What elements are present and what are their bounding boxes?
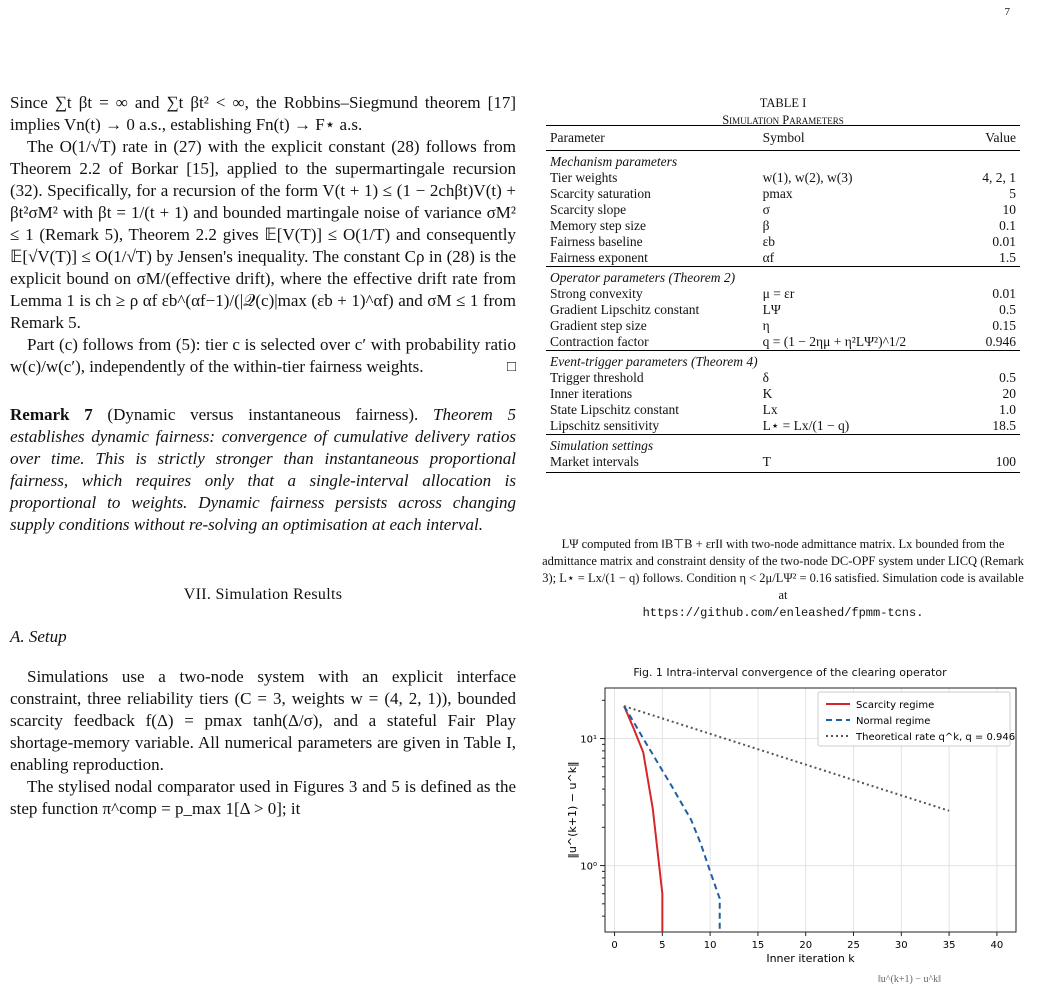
table-cell-value: 10 [1002, 202, 1016, 217]
table-cell-parameter: Memory step size [550, 218, 646, 233]
table-row [546, 218, 1020, 234]
table-cell-parameter: Gradient Lipschitz constant [550, 302, 700, 317]
remark-7 [10, 404, 516, 536]
table-cell-value: 0.5 [999, 370, 1016, 385]
table-caption-number: TABLE I [759, 96, 807, 110]
table-group-row [546, 351, 1020, 371]
table-group-title: Simulation settings [546, 435, 1020, 455]
table-header-cell: Symbol [759, 126, 964, 151]
x-tick-label: 40 [990, 940, 1004, 951]
x-axis-label: Inner iteration k [766, 952, 855, 965]
table-cell-symbol: T [759, 454, 964, 473]
page-number: 7 [1004, 6, 1010, 18]
table-cell-parameter: Trigger threshold [550, 370, 644, 385]
x-tick-label: 30 [894, 940, 908, 951]
table-row [546, 202, 1020, 218]
figure-title: Fig. 1 Intra-interval convergence of the clearing operator [633, 666, 947, 679]
table-row [546, 234, 1020, 250]
table-row [546, 186, 1020, 202]
x-tick-label: 0 [611, 940, 618, 951]
table-cell-parameter: Fairness baseline [550, 234, 643, 249]
remark-body: Theorem 5 establishes dynamic fairness: convergence of cumulative delivery ratios over time. This is strictly stronger than instantaneous proportional fairness, which requires only that a single-interval allocation is proportional to weights. Dynamic fairness persists across changing supply conditions without re-solving an optimisation at each interval. [10, 405, 517, 534]
table-cell-parameter: Tier weights [550, 170, 618, 185]
table-cell-symbol: εb [762, 234, 775, 249]
table-row [546, 334, 1020, 351]
table-cell-value: 18.5 [992, 418, 1016, 433]
table-row [546, 170, 1020, 186]
table-cell-parameter: Lipschitz sensitivity [550, 418, 660, 433]
table-cell-symbol: pmax [762, 186, 793, 201]
table-cell-value: 4, 2, 1 [982, 170, 1016, 185]
y-axis-label: ‖u^(k+1) − u^k‖ [566, 761, 579, 859]
table-cell-value: 0.946 [985, 334, 1016, 349]
x-tick-label: 10 [703, 940, 717, 951]
parameters-table [546, 125, 1020, 473]
remark-title: (Dynamic versus instantaneous fairness). [92, 405, 433, 424]
paragraph-setup: Simulations use a two-node system with an explicit interface constraint, three reliability tiers (C = 3, weights w = (4, 2, 1)), bounded scarcity feedback f(Δ) = pmax tanh(Δ/σ), and a stateful Fair Play shortage-memory variable. All numerical parameters are given in Table I, enabling reproduction. [10, 667, 516, 774]
table-cell-symbol: K [762, 386, 773, 401]
table-cell-symbol: w(1), w(2), w(3) [762, 170, 853, 185]
table-cell-symbol: L⋆ = Lx/(1 − q) [762, 418, 850, 433]
x-tick-label: 15 [751, 940, 765, 951]
paragraph-rate: The O(1/√T) rate in (27) with the explicit constant (28) follows from Theorem 2.2 of Borkar [15], applied to the supermartingale recursion (32). Specifically, for a recursion of the form V(t + 1) ≤ (1 − 2chβt)V(t) + βt²σM² with βt = 1/(t + 1) and bounded martingale noise of variance σM² ≤ 1 (Remark 5), Theorem 2.2 gives 𝔼[V(T)] ≤ O(1/T) and consequently 𝔼[√V(T)] ≤ O(1/√T) by Jensen's inequality. The constant Cρ in (28) is the explicit bound on σM/(effective drift), where the effective drift rate from Lemma 1 is ch ≥ ρ αf εb^(αf−1)/(|𝒬(c)|max (εb + 1)^αf) and σM ≤ 1 from Remark 5. [10, 137, 516, 332]
table-cell-value: 5 [1009, 186, 1016, 201]
table-cell-symbol: β [762, 218, 770, 233]
table-cell-parameter: Market intervals [546, 454, 759, 473]
table-header-cell: Value [964, 126, 1020, 151]
table-cell-symbol: δ [762, 370, 769, 385]
table-cell-parameter: Inner iterations [550, 386, 633, 401]
convergence-chart [560, 680, 1020, 986]
table-row [546, 454, 1020, 473]
table-group-row [546, 267, 1020, 287]
left-column [10, 92, 516, 820]
table-row [546, 370, 1020, 386]
code-url[interactable]: https://github.com/enleashed/fpmm-tcns. [642, 606, 924, 620]
table-group-row [546, 151, 1020, 171]
y-tick-label: 10⁰ [580, 861, 597, 873]
series-line-1 [624, 706, 662, 932]
table-cell-parameter: Fairness exponent [550, 250, 648, 265]
table-cell-parameter: Scarcity slope [550, 202, 627, 217]
table-header-cell: Parameter [546, 126, 759, 151]
y-tick-label: 10¹ [580, 734, 597, 746]
table-cell-value: 0.15 [992, 318, 1016, 333]
table-group-title: Mechanism parameters [550, 154, 678, 169]
table-caption-title: Simulation Parameters [722, 113, 844, 127]
table-cell-parameter: Scarcity saturation [550, 186, 651, 201]
table-cell-symbol: Lx [762, 402, 778, 417]
table-group-row [546, 435, 1020, 455]
qed-symbol: □ [506, 359, 516, 375]
paragraph-part-c: Part (c) follows from (5): tier c is selected over c′ with probability ratio w(c)/w(c′), independently of the within-tier fairness weights. □ [10, 335, 516, 376]
table-group-title: Operator parameters (Theorem 2) [546, 267, 1020, 287]
legend-label: Scarcity regime [856, 700, 935, 711]
table-header-row [546, 126, 1020, 151]
remark-label: Remark 7 [10, 405, 93, 424]
table-group-title: Event-trigger parameters (Theorem 4) [546, 351, 1020, 371]
table-cell-symbol: μ = εr [762, 286, 795, 301]
table-cell-symbol: σ [762, 202, 770, 217]
table-cell-value: 1.5 [999, 250, 1016, 265]
table-cell-value: 100 [964, 454, 1020, 473]
x-tick-label: 25 [847, 940, 860, 951]
table-cell-parameter: State Lipschitz constant [550, 402, 679, 417]
table-row [546, 250, 1020, 267]
table-row [546, 386, 1020, 402]
table-cell-value: 0.01 [992, 234, 1016, 249]
table-cell-value: 1.0 [999, 402, 1016, 417]
table-cell-value: 20 [1002, 386, 1016, 401]
table-note: LΨ computed from ‖B⊤B + εrI‖ with two-node admittance matrix. Lx bounded from the admittance matrix and constraint density of the two-node DC-OPF system under LICQ (Remark 3); L⋆ = Lx/(1 − q) follows. Condition η < 2μ/LΨ² = 0.16 satisfied. Simulation code is available at https://github.com/enleashed/fpmm-tcns. [542, 537, 1024, 620]
x-tick-label: 20 [799, 940, 813, 951]
table-row [546, 302, 1020, 318]
table-cell-symbol: LΨ [762, 302, 781, 317]
x-tick-label: 5 [659, 940, 666, 951]
table-cell-symbol: αf [762, 250, 775, 265]
table-row [546, 318, 1020, 334]
legend-label: Theoretical rate q^k, q = 0.946 [856, 732, 1016, 743]
subsection-heading: A. Setup [10, 627, 67, 646]
table-cell-symbol: q = (1 − 2ημ + η²LΨ²)^1/2 [762, 334, 907, 349]
table-row [546, 418, 1020, 435]
table-cell-value: 0.01 [992, 286, 1016, 301]
table-cell-value: 0.1 [999, 218, 1016, 233]
table-cell-parameter: Gradient step size [550, 318, 647, 333]
legend-label: Normal regime [856, 716, 931, 727]
table-row [546, 286, 1020, 302]
table-row [546, 402, 1020, 418]
paragraph-comparator: The stylised nodal comparator used in Figures 3 and 5 is defined as the step function π^comp = p_max 1[Δ > 0]; it [10, 777, 516, 818]
paragraph-robbins-siegmund: Since ∑t βt = ∞ and ∑t βt² < ∞, the Robbins–Siegmund theorem [17] implies Vn(t) → 0 a.s., establishing Fn(t) → F⋆ a.s. [10, 93, 516, 134]
table-cell-parameter: Contraction factor [550, 334, 649, 349]
x-tick-label: 35 [942, 940, 956, 951]
table-cell-value: 0.5 [999, 302, 1016, 317]
table-cell-symbol: η [762, 318, 770, 333]
bottom-fragment: ‖u^(k+1) − u^k‖ [878, 974, 941, 985]
table-cell-parameter: Strong convexity [550, 286, 643, 301]
section-heading: VII. Simulation Results [183, 586, 343, 603]
